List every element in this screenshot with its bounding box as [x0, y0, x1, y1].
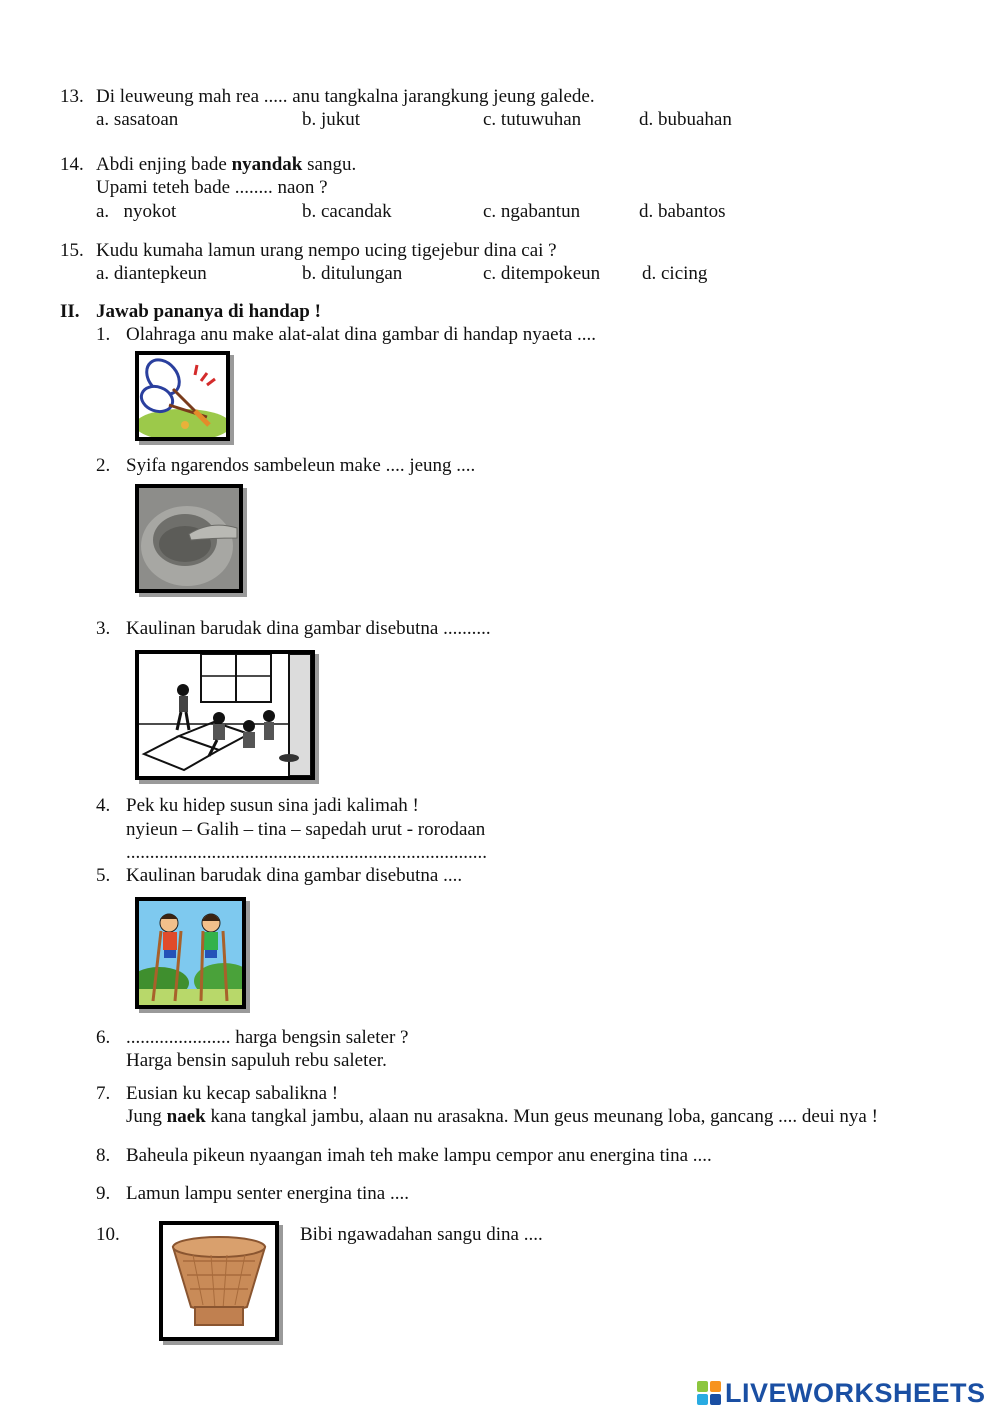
p2-q4-answer-line[interactable]: ............................................................................	[126, 842, 487, 863]
p2-q9-text: Lamun lampu senter energina tina ....	[126, 1183, 409, 1204]
p2-q3-text: Kaulinan barudak dina gambar disebutna ..........	[126, 618, 491, 639]
children-playing-hopscotch-image	[135, 650, 315, 780]
liveworksheets-logo-text: LIVEWORKSHEETS	[725, 1377, 986, 1408]
q15-option-c[interactable]: c. ditempokeun	[483, 263, 601, 284]
p2-q9-number: 9.	[96, 1183, 111, 1204]
q15-text: Kudu kumaha lamun urang nempo ucing tigejebur dina cai ?	[96, 240, 557, 261]
p2-q6-line2: Harga bensin sapuluh rebu saleter.	[126, 1050, 387, 1071]
p2-q10-text: Bibi ngawadahan sangu dina ....	[300, 1224, 543, 1245]
q14-keyword: nyandak	[231, 154, 303, 175]
q14-number: 14.	[60, 154, 84, 175]
p2-q10-number: 10.	[96, 1224, 120, 1245]
q14-option-d[interactable]: d. babantos	[639, 201, 726, 222]
p2-q8-number: 8.	[96, 1145, 111, 1166]
part2-number: II.	[60, 301, 80, 322]
p2-q7-text: Eusian ku kecap sabalikna !	[126, 1083, 339, 1104]
q14-option-b[interactable]: b. cacandak	[302, 201, 392, 222]
q14-option-a[interactable]: a. nyokot	[96, 201, 177, 222]
p2-q6-text: ...................... harga bengsin saleter ?	[126, 1027, 409, 1048]
q15-option-b[interactable]: b. ditulungan	[302, 263, 403, 284]
q13-option-b[interactable]: b. jukut	[302, 109, 361, 130]
liveworksheets-logo-icon	[697, 1381, 721, 1405]
q13-option-c[interactable]: c. tutuwuhan	[483, 109, 582, 130]
p2-q1-number: 1.	[96, 324, 111, 345]
p2-q4-text: Pek ku hidep susun sina jadi kalimah !	[126, 795, 419, 816]
p2-q6-number: 6.	[96, 1027, 111, 1048]
p2-q8-text: Baheula pikeun nyaangan imah teh make lampu cempor anu energina tina ....	[126, 1145, 712, 1166]
q13-text: Di leuweung mah rea ..... anu tangkalna jarangkung jeung galede.	[96, 86, 595, 107]
badminton-rackets-image	[135, 351, 230, 441]
p2-q2-text: Syifa ngarendos sambeleun make .... jeung ....	[126, 455, 476, 476]
woven-bamboo-rice-basket-image	[159, 1221, 279, 1341]
q15-option-a[interactable]: a. diantepkeun	[96, 263, 207, 284]
q14-option-c[interactable]: c. ngabantun	[483, 201, 581, 222]
q13-number: 13.	[60, 86, 84, 107]
q15-option-d[interactable]: d. cicing	[642, 263, 708, 284]
p2-q5-text: Kaulinan barudak dina gambar disebutna ....	[126, 865, 463, 886]
p2-q2-number: 2.	[96, 455, 111, 476]
p2-q7-keyword: naek	[166, 1106, 206, 1127]
part2-heading: Jawab pananya di handap !	[96, 301, 321, 322]
q13-option-a[interactable]: a. sasatoan	[96, 109, 179, 130]
q14-text: Abdi enjing bade nyandak sangu.	[96, 154, 357, 175]
p2-q1-text: Olahraga anu make alat-alat dina gambar di handap nyaeta ....	[126, 324, 597, 345]
p2-q4-number: 4.	[96, 795, 111, 816]
liveworksheets-logo[interactable]	[697, 1378, 986, 1408]
p2-q5-number: 5.	[96, 865, 111, 886]
p2-q4-words: nyieun – Galih – tina – sapedah urut - rorodaan	[126, 819, 486, 840]
p2-q3-number: 3.	[96, 618, 111, 639]
q15-number: 15.	[60, 240, 84, 261]
q13-option-d[interactable]: d. bubuahan	[639, 109, 732, 130]
mortar-and-pestle-image	[135, 484, 243, 593]
p2-q7-line2: Jung naek kana tangkal jambu, alaan nu arasakna. Mun geus meunang loba, gancang .... deui nya !	[126, 1106, 878, 1127]
q14-line2: Upami teteh bade ........ naon ?	[96, 177, 328, 198]
children-on-stilts-image	[135, 897, 246, 1009]
p2-q7-number: 7.	[96, 1083, 111, 1104]
